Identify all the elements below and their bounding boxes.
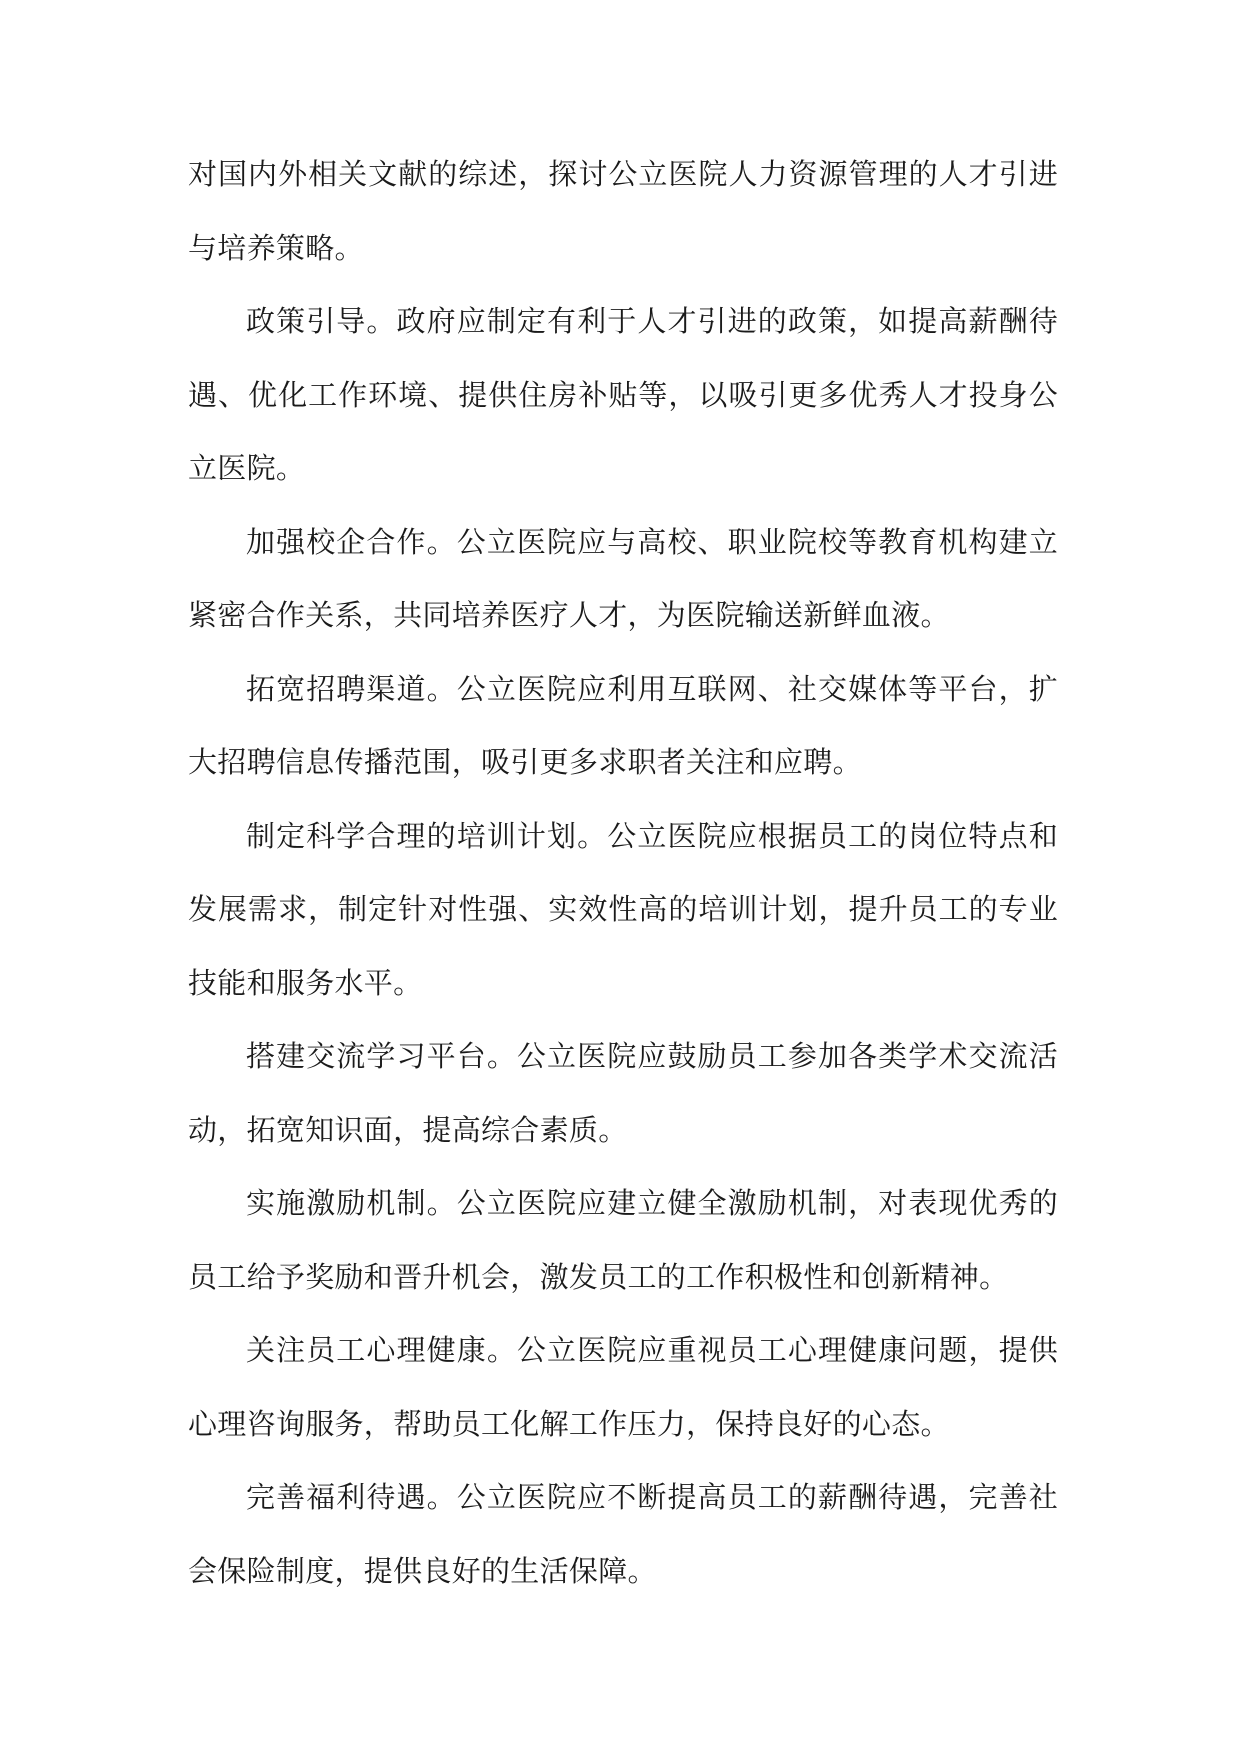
paragraph-learning-platform: 搭建交流学习平台。公立医院应鼓励员工参加各类学术交流活动，拓宽知识面，提高综合素质。	[188, 1039, 1058, 1147]
paragraph-recruitment-channels: 拓宽招聘渠道。公立医院应利用互联网、社交媒体等平台，扩大招聘信息传播范围，吸引更多求职者关注和应聘。	[188, 671, 1058, 779]
body-text	[188, 138, 1058, 1608]
paragraph-training-plan: 制定科学合理的培训计划。公立医院应根据员工的岗位特点和发展需求，制定针对性强、实效性高的培训计划，提升员工的专业技能和服务水平。	[188, 818, 1058, 1000]
paragraph-mental-health: 关注员工心理健康。公立医院应重视员工心理健康问题，提供心理咨询服务，帮助员工化解工作压力，保持良好的心态。	[188, 1333, 1058, 1441]
paragraph-policy-guidance: 政策引导。政府应制定有利于人才引进的政策，如提高薪酬待遇、优化工作环境、提供住房补贴等，以吸引更多优秀人才投身公立医院。	[188, 304, 1058, 485]
paragraph-school-enterprise-cooperation: 加强校企合作。公立医院应与高校、职业院校等教育机构建立紧密合作关系，共同培养医疗人才，为医院输送新鲜血液。	[188, 524, 1058, 632]
paragraph-incentive-mechanism: 实施激励机制。公立医院应建立健全激励机制，对表现优秀的员工给予奖励和晋升机会，激发员工的工作积极性和创新精神。	[188, 1186, 1058, 1294]
paragraph-welfare-benefits: 完善福利待遇。公立医院应不断提高员工的薪酬待遇，完善社会保险制度，提供良好的生活保障。	[188, 1480, 1058, 1588]
paragraph-literature-review: 对国内外相关文献的综述，探讨公立医院人力资源管理的人才引进与培养策略。	[188, 157, 1058, 265]
